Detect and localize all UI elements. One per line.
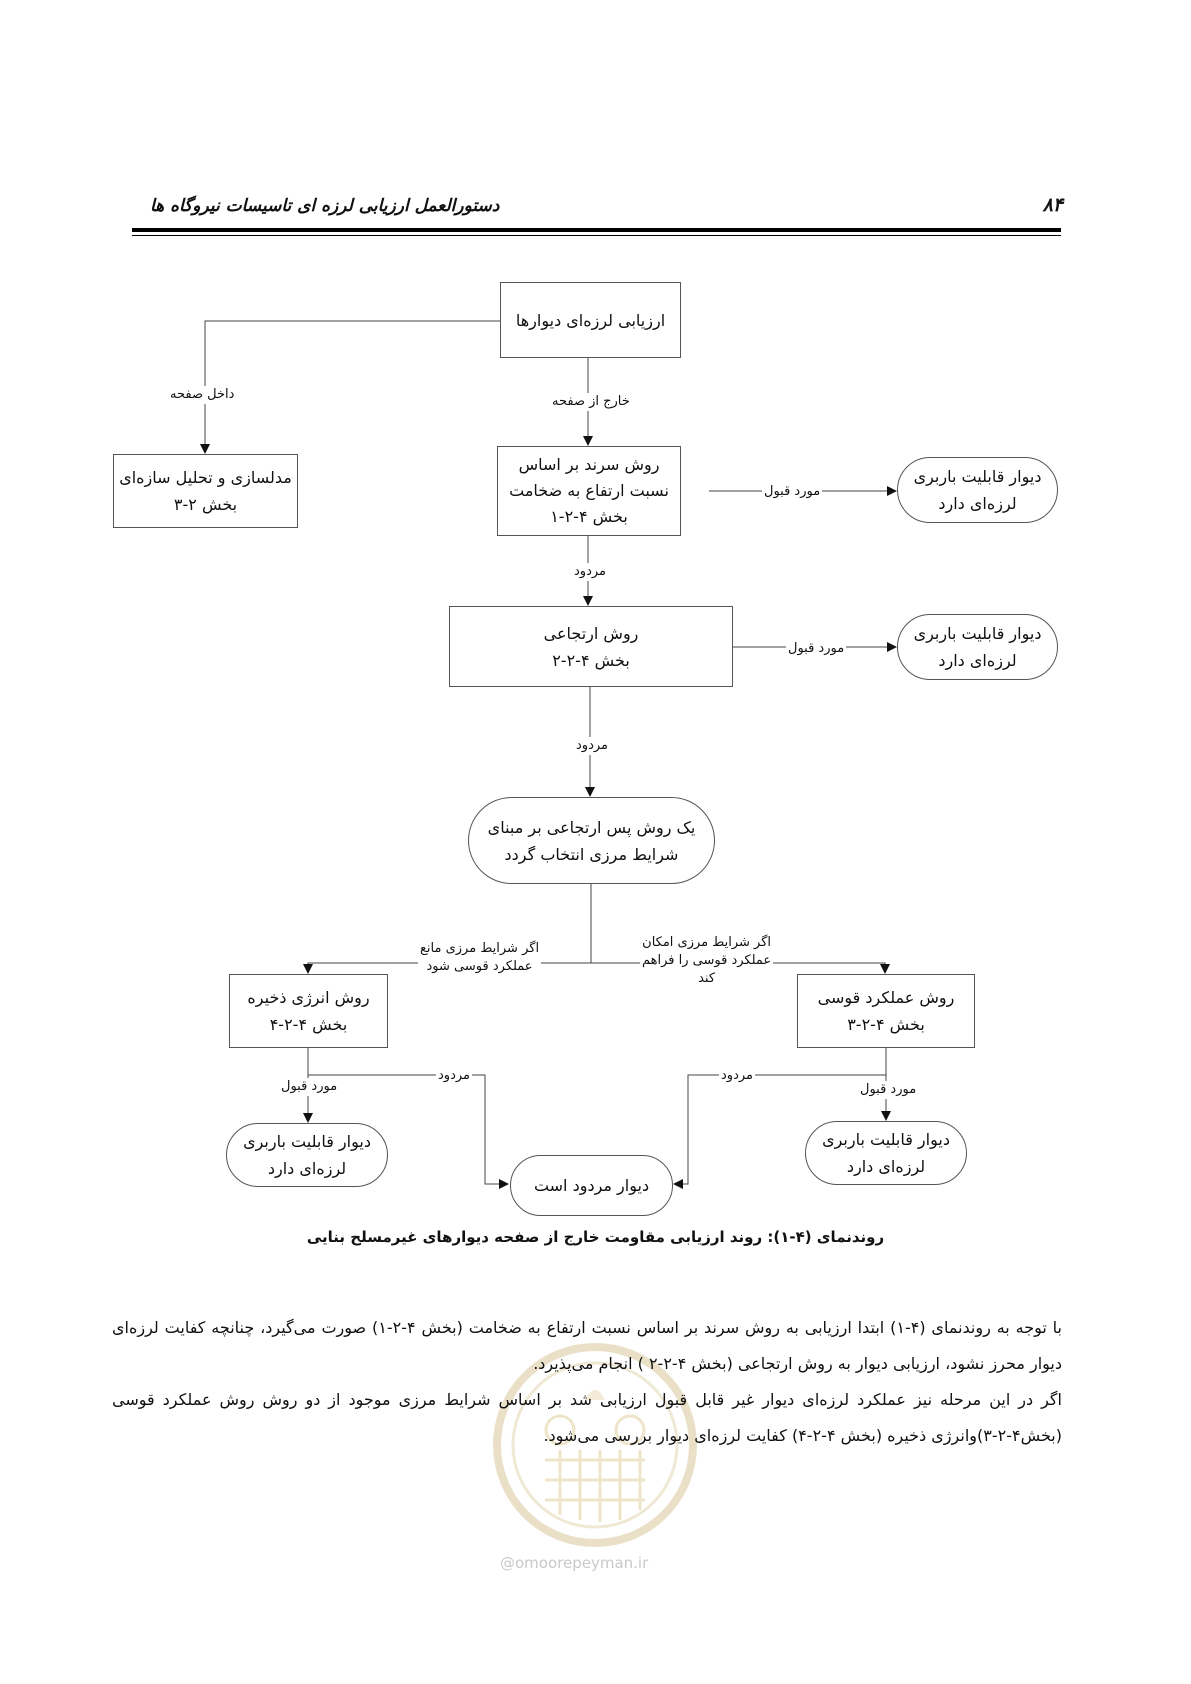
node-wall-rejected: دیوار مردود است (510, 1155, 673, 1216)
watermark-url: @omoorepeyman.ir (500, 1554, 649, 1572)
node-energy-method: روش انرژی ذخیره بخش ۴-۲-۴ (229, 974, 388, 1048)
edge-start-modeling (205, 321, 500, 453)
label-rejected-2: مردود (576, 738, 608, 753)
paragraph-2: اگر در این مرحله نیز عملکرد لرزه‌ای دیوار غیر قابل قبول ارزیابی شد بر اساس شرایط مرزی موجود از دو روش روش عملکرد قوسی (بخش۴-۲-۳)وانرژی ذخیره (بخش ۴-۲-۴) کفایت لرزه‌ای دیوار بررسی می‌شود. (112, 1390, 1062, 1445)
node-accept-4: دیوار قابلیت باربری لرزه‌ای دارد (805, 1121, 967, 1185)
node-post-elastic: یک روش پس ارتجاعی بر مبنای شرایط مرزی انتخاب گردد (468, 797, 715, 884)
node-threshold-method: روش سرند بر اساس نسبت ارتفاع به ضخامت بخش ۴-۲-۱ (497, 446, 681, 536)
label-rejected-arch: مردود (721, 1068, 753, 1083)
node-accept-1: دیوار قابلیت باربری لرزه‌ای دارد (897, 457, 1058, 523)
node-modeling: مدلسازی و تحلیل سازه‌ای بخش ۲-۳ (113, 454, 298, 528)
running-header-title: دستورالعمل ارزیابی لرزه ای تاسیسات نیروگاه ها (150, 196, 500, 216)
label-accepted-arch: مورد قبول (860, 1082, 917, 1097)
node-arch-method: روش عملکرد قوسی بخش ۴-۲-۳ (797, 974, 975, 1048)
label-accepted-2: مورد قبول (788, 641, 845, 656)
label-boundary-allows: اگر شرایط مرزی امکان عملکرد قوسی را فراهم کند (642, 935, 772, 986)
label-accepted-1: مورد قبول (764, 484, 821, 499)
node-elastic-method: روش ارتجاعی بخش ۴-۲-۲ (449, 606, 733, 687)
body-text (112, 1310, 1062, 1454)
label-out-of-plane: خارج از صفحه (552, 394, 630, 409)
label-rejected-energy: مردود (438, 1068, 470, 1083)
label-boundary-prevents: اگر شرایط مرزی مانع عملکرد قوسی شود (420, 941, 540, 974)
label-rejected-1: مردود (574, 564, 606, 579)
label-in-plane: داخل صفحه (170, 387, 235, 402)
node-accept-3: دیوار قابلیت باربری لرزه‌ای دارد (226, 1123, 388, 1187)
page-number: ۸۴ (1042, 194, 1063, 216)
node-accept-2: دیوار قابلیت باربری لرزه‌ای دارد (897, 614, 1058, 680)
node-wall-assessment: ارزیابی لرزه‌ای دیوارها (500, 282, 681, 358)
figure-caption: روندنمای (۴-۱): روند ارزیابی مقاومت خارج از صفحه دیوارهای غیرمسلح بنایی (306, 1228, 885, 1246)
paragraph-1: با توجه به روندنمای (۴-۱) ابتدا ارزیابی به روش سرند بر اساس نسبت ارتفاع به ضخامت (بخش ۴-۲-۱) صورت می‌گیرد، چنانچه کفایت لرزه‌ای دیوار محرز نشود، ارزیابی دیوار به روش ارتجاعی (بخش ۴-۲-۲ ) انجام می‌پذیرد. (112, 1318, 1063, 1373)
label-accepted-energy: مورد قبول (281, 1079, 338, 1094)
